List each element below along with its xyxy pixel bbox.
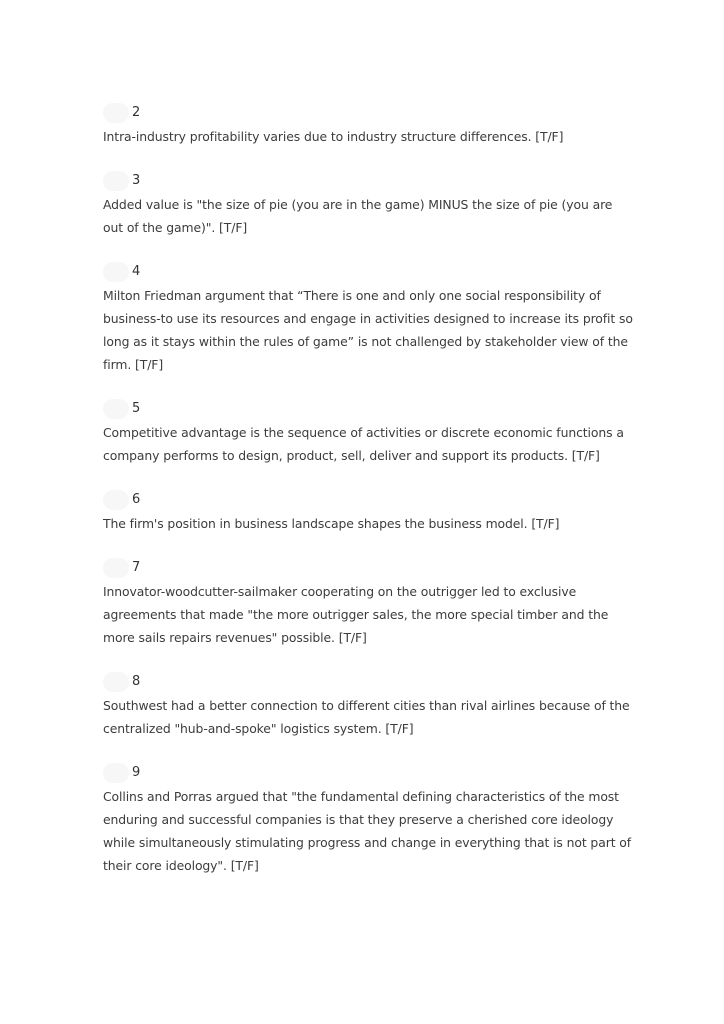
question-number: 9: [132, 765, 141, 780]
question-4: [103, 262, 633, 376]
question-number: 2: [132, 105, 141, 120]
answer-mark[interactable]: [103, 763, 129, 783]
question-number: 8: [132, 674, 141, 689]
question-number: 3: [132, 173, 141, 188]
question-number: 6: [132, 492, 141, 507]
question-number: 4: [132, 264, 141, 279]
question-5: [103, 399, 633, 467]
question-text: Competitive advantage is the sequence of activities or discrete economic functions a company performs to design, product, sell, deliver and support its products. [T/F]: [103, 425, 624, 463]
question-text: Added value is "the size of pie (you are in the game) MINUS the size of pie (you are out of the game)". [T/F]: [103, 197, 613, 235]
question-header: [103, 763, 633, 785]
question-header: [103, 490, 633, 512]
answer-mark[interactable]: [103, 558, 129, 578]
question-6: [103, 490, 633, 535]
question-8: [103, 672, 633, 740]
answer-mark[interactable]: [103, 262, 129, 282]
question-7: [103, 558, 633, 649]
question-header: [103, 171, 633, 193]
question-text: Collins and Porras argued that "the fundamental defining characteristics of the most enduring and successful companies is that they preserve a cherished core ideology while simultaneously stimulating progress and change in everything that is not part of their core ideology". [T/F]: [103, 789, 632, 873]
question-number: 5: [132, 401, 141, 416]
question-text: Southwest had a better connection to different cities than rival airlines because of the centralized "hub-and-spoke" logistics system. [T/F]: [103, 698, 630, 736]
answer-mark[interactable]: [103, 672, 129, 692]
question-header: [103, 399, 633, 421]
question-text: The firm's position in business landscape shapes the business model. [T/F]: [103, 516, 560, 531]
question-header: [103, 262, 633, 284]
question-header: [103, 558, 633, 580]
answer-mark[interactable]: [103, 103, 129, 123]
question-9: [103, 763, 633, 877]
question-3: [103, 171, 633, 239]
question-text: Innovator-woodcutter-sailmaker cooperating on the outrigger led to exclusive agreements that made "the more outrigger sales, the more special timber and the more sails repairs revenues" possible. [T/F]: [103, 584, 609, 645]
answer-mark[interactable]: [103, 171, 129, 191]
question-number: 7: [132, 560, 141, 575]
question-text: Milton Friedman argument that “There is one and only one social responsibility of business-to use its resources and engage in activities designed to increase its profit so long as it stays within the rules of game” is not challenged by stakeholder view of the firm. [T/F]: [103, 288, 633, 372]
question-header: [103, 103, 633, 125]
question-2: [103, 103, 633, 148]
answer-mark[interactable]: [103, 399, 129, 419]
question-header: [103, 672, 633, 694]
answer-mark[interactable]: [103, 490, 129, 510]
question-text: Intra-industry profitability varies due to industry structure differences. [T/F]: [103, 129, 564, 144]
